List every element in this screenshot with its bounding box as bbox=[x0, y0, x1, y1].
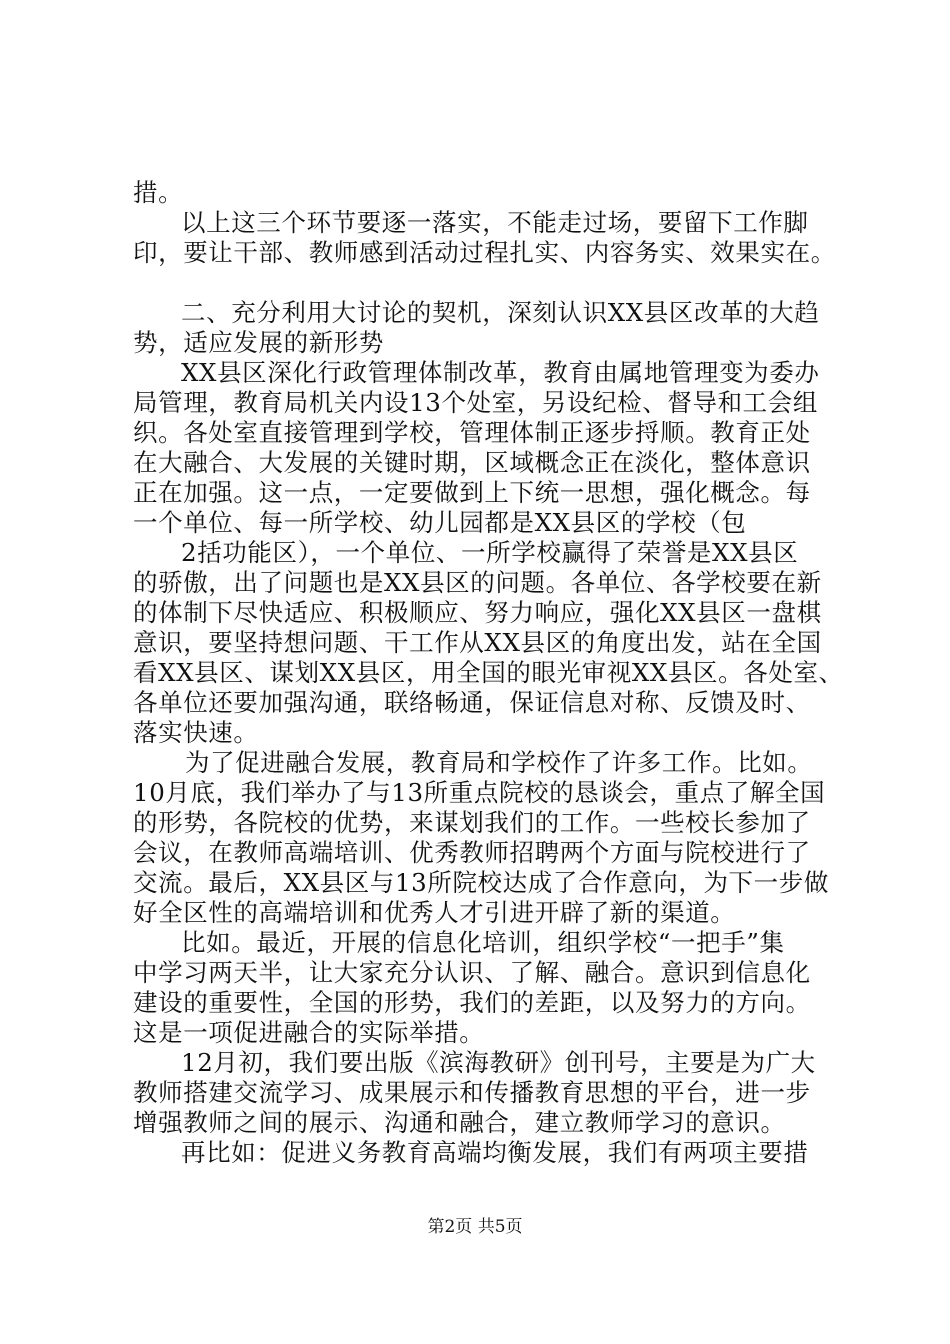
text-line: 看XX县区、谋划XX县区，用全国的眼光审视XX县区。各处室、 bbox=[133, 658, 844, 687]
page-number-footer: 第2页 共5页 bbox=[427, 1217, 523, 1237]
text-line: 教师搭建交流学习、成果展示和传播教育思想的平台，进一步 bbox=[133, 1078, 811, 1107]
text-line: XX县区深化行政管理体制改革，教育由属地管理变为委办 bbox=[181, 358, 820, 387]
text-line: 在大融合、大发展的关键时期，区域概念正在淡化，整体意识 bbox=[133, 448, 811, 477]
section-heading-line: 二、充分利用大讨论的契机，深刻认识XX县区改革的大趋 bbox=[181, 298, 820, 327]
text-line: 这是一项促进融合的实际举措。 bbox=[133, 1018, 485, 1047]
text-line: 2括功能区），一个单位、一所学校赢得了荣誉是XX县区 bbox=[181, 538, 799, 567]
text-line: 建设的重要性，全国的形势，我们的差距，以及努力的方向。 bbox=[133, 988, 811, 1017]
text-line: 以上这三个环节要逐一落实，不能走过场，要留下工作脚 bbox=[181, 208, 809, 237]
text-line: 正在加强。这一点，一定要做到上下统一思想，强化概念。每 bbox=[133, 478, 811, 507]
text-line: 意识，要坚持想问题、干工作从XX县区的角度出发，站在全国 bbox=[133, 628, 822, 657]
text-line: 增强教师之间的展示、沟通和融合，建立教师学习的意识。 bbox=[133, 1108, 786, 1137]
text-line: 12月初，我们要出版《滨海教研》创刊号，主要是为广大 bbox=[181, 1048, 816, 1077]
text-line: 落实快速。 bbox=[133, 718, 259, 747]
text-line: 印，要让干部、教师感到活动过程扎实、内容务实、效果实在。 bbox=[133, 238, 836, 267]
text-line: 的体制下尽快适应、积极顺应、努力响应，强化XX县区一盘棋 bbox=[133, 598, 822, 627]
text-line: 再比如：促进义务教育高端均衡发展，我们有两项主要措 bbox=[181, 1138, 809, 1167]
text-line: 的形势，各院校的优势，来谋划我们的工作。一些校长参加了 bbox=[133, 808, 811, 837]
text-line: 好全区性的高端培训和优秀人才引进开辟了新的渠道。 bbox=[133, 898, 736, 927]
text-line: 为了促进融合发展，教育局和学校作了许多工作。比如。 bbox=[185, 748, 813, 777]
text-line: 交流。最后，XX县区与13所院校达成了合作意向，为下一步做 bbox=[133, 868, 829, 897]
text-line: 中学习两天半，让大家充分认识、了解、融合。意识到信息化 bbox=[133, 958, 811, 987]
text-line: 的骄傲，出了问题也是XX县区的问题。各单位、各学校要在新 bbox=[133, 568, 822, 597]
text-line: 织。各处室直接管理到学校，管理体制正逐步捋顺。教育正处 bbox=[133, 418, 811, 447]
text-line: 局管理，教育局机关内设13个处室，另设纪检、督导和工会组 bbox=[133, 388, 818, 417]
text-line: 10月底，我们举办了与13所重点院校的恳谈会，重点了解全国 bbox=[133, 778, 826, 807]
text-line: 一个单位、每一所学校、幼儿园都是XX县区的学校（包 bbox=[133, 508, 747, 537]
text-line: 各单位还要加强沟通，联络畅通，保证信息对称、反馈及时、 bbox=[133, 688, 811, 717]
text-line: 措。 bbox=[133, 178, 184, 207]
text-line: 比如。最近，开展的信息化培训，组织学校“一把手”集 bbox=[181, 928, 785, 957]
text-line: 会议，在教师高端培训、优秀教师招聘两个方面与院校进行了 bbox=[133, 838, 811, 867]
section-heading-line: 势，适应发展的新形势 bbox=[133, 328, 384, 357]
